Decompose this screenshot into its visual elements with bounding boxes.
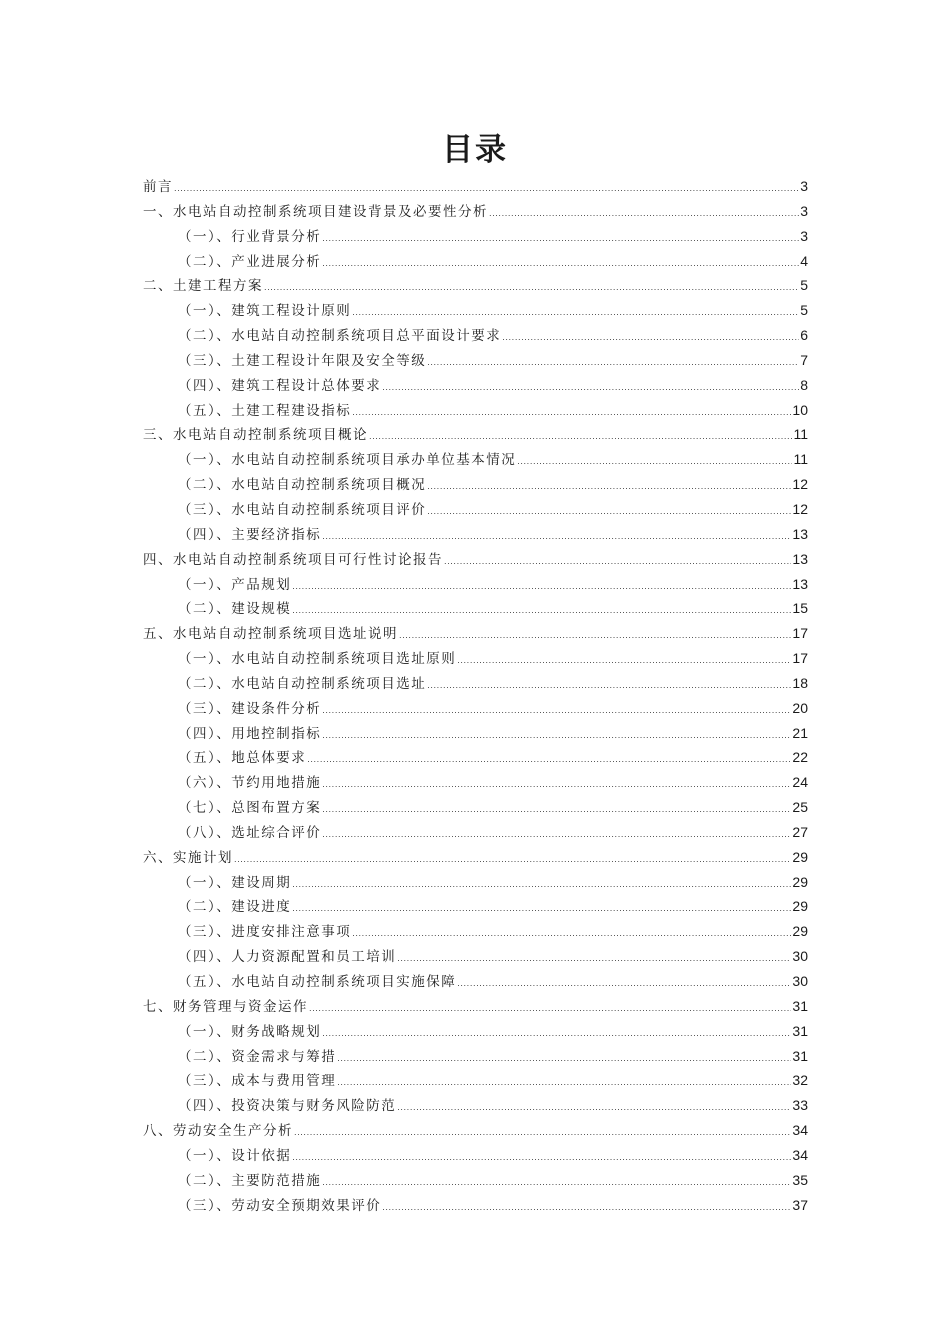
dot-leader	[457, 649, 791, 674]
toc-page-number: 10	[792, 401, 808, 418]
toc-page-number: 31	[792, 1022, 808, 1039]
toc-subsection-link[interactable]	[143, 348, 808, 373]
toc-page-number: 17	[792, 650, 808, 667]
toc-entry-label: （三）、进度安排注意事项	[178, 924, 352, 941]
toc-subsection-link[interactable]	[143, 969, 808, 994]
toc-subsection-link[interactable]	[143, 1068, 808, 1093]
dot-leader	[234, 848, 791, 873]
toc-subsection-link[interactable]	[143, 1093, 808, 1118]
toc-page-number: 29	[792, 923, 808, 940]
toc-subsection-link[interactable]	[143, 671, 808, 696]
dot-leader	[174, 177, 799, 202]
toc-page-number: 25	[792, 799, 808, 816]
toc-subsection-link[interactable]	[143, 596, 808, 621]
toc-page-number: 34	[792, 1122, 808, 1139]
toc-page-number: 29	[792, 873, 808, 890]
dot-leader	[337, 1047, 791, 1072]
toc-page-number: 13	[792, 575, 808, 592]
toc-page-number: 13	[792, 525, 808, 542]
dot-leader	[322, 699, 791, 724]
toc-entry-label: 二、土建工程方案	[143, 278, 263, 295]
toc-page-number: 3	[800, 202, 808, 219]
dot-leader	[322, 525, 791, 550]
toc-entry-label: （五）、地总体要求	[178, 750, 307, 767]
toc-page-number: 30	[792, 948, 808, 965]
toc-subsection-link[interactable]	[143, 298, 808, 323]
toc-entry-label: （八）、选址综合评价	[178, 824, 322, 841]
toc-entry-label: （五）、水电站自动控制系统项目实施保障	[178, 974, 457, 990]
toc-subsection-link[interactable]	[143, 572, 808, 597]
toc-page-number: 13	[792, 550, 808, 567]
dot-leader	[397, 947, 791, 972]
toc-page-number: 27	[792, 823, 808, 840]
toc-section-link[interactable]	[143, 273, 808, 298]
toc-entry-label: （二）、主要防范措施	[178, 1172, 322, 1189]
dot-leader	[309, 997, 791, 1022]
dot-leader	[427, 674, 791, 699]
toc-subsection-link[interactable]	[143, 820, 808, 845]
dot-leader	[292, 873, 791, 898]
toc-subsection-link[interactable]	[143, 919, 808, 944]
dot-leader	[322, 252, 799, 277]
toc-page-number: 29	[792, 848, 808, 865]
toc-subsection-link[interactable]	[143, 1044, 808, 1069]
toc-page-number: 34	[792, 1146, 808, 1163]
table-of-contents	[143, 174, 808, 1217]
toc-subsection-link[interactable]	[143, 696, 808, 721]
toc-subsection-link[interactable]	[143, 447, 808, 472]
toc-entry-label: （三）、土建工程设计年限及安全等级	[178, 352, 427, 369]
dot-leader	[292, 1146, 791, 1171]
toc-entry-label: 一、水电站自动控制系统项目建设背景及必要性分析	[143, 203, 488, 220]
toc-entry-label: （五）、土建工程建设指标	[178, 402, 352, 419]
toc-section-link[interactable]	[143, 845, 808, 870]
toc-entry-label: （一）、财务战略规划	[178, 1023, 322, 1040]
toc-entry-label: （三）、水电站自动控制系统项目评价	[178, 501, 427, 518]
dot-leader	[322, 1171, 791, 1196]
toc-entry-label: （一）、产品规划	[178, 576, 292, 593]
toc-entry-label: （四）、投资决策与财务风险防范	[178, 1098, 397, 1115]
toc-page-number: 3	[800, 227, 808, 244]
toc-page-number: 24	[792, 774, 808, 791]
toc-entry-label: （二）、水电站自动控制系统项目总平面设计要求	[178, 328, 502, 345]
toc-page-number: 12	[792, 500, 808, 517]
toc-page-number: 11	[793, 426, 808, 443]
dot-leader	[264, 276, 799, 301]
toc-subsection-link[interactable]	[143, 522, 808, 547]
toc-subsection-link[interactable]	[143, 1168, 808, 1193]
toc-page-number: 7	[800, 351, 808, 368]
dot-leader	[294, 1121, 791, 1146]
dot-leader	[292, 575, 791, 600]
toc-subsection-link[interactable]	[143, 1193, 808, 1218]
toc-entry-label: （二）、资金需求与筹措	[178, 1048, 337, 1065]
toc-subsection-link[interactable]	[143, 1019, 808, 1044]
dot-leader	[322, 798, 791, 823]
dot-leader	[352, 401, 791, 426]
toc-entry-label: （一）、设计依据	[178, 1147, 292, 1164]
toc-entry-label: （二）、水电站自动控制系统项目概况	[178, 477, 427, 494]
dot-leader	[322, 724, 791, 749]
toc-entry-label: （四）、主要经济指标	[178, 526, 322, 543]
dot-leader	[427, 351, 799, 376]
toc-page-number: 31	[792, 997, 808, 1014]
toc-entry-label: 八、劳动安全生产分析	[143, 1123, 293, 1140]
toc-subsection-link[interactable]	[143, 894, 808, 919]
toc-subsection-link[interactable]	[143, 472, 808, 497]
dot-leader	[369, 425, 792, 450]
toc-entry-label: （七）、总图布置方案	[178, 800, 322, 817]
dot-leader	[292, 599, 791, 624]
toc-entry-label: （二）、产业进展分析	[178, 253, 322, 270]
toc-section-link[interactable]	[143, 547, 808, 572]
toc-entry-label: 六、实施计划	[143, 849, 233, 866]
toc-page-number: 15	[792, 600, 808, 617]
toc-page-number: 30	[792, 973, 808, 989]
toc-section-link[interactable]	[143, 994, 808, 1019]
toc-subsection-link[interactable]	[143, 745, 808, 770]
dot-leader	[352, 922, 791, 947]
toc-subsection-link[interactable]	[143, 944, 808, 969]
dot-leader	[382, 376, 799, 401]
dot-leader	[444, 550, 791, 575]
toc-subsection-link[interactable]	[143, 249, 808, 274]
toc-page-number: 3	[800, 178, 808, 194]
toc-section-link[interactable]	[143, 199, 808, 224]
toc-entry-label: 前言	[143, 179, 173, 195]
toc-page-number: 21	[792, 724, 808, 741]
toc-entry-label: （一）、水电站自动控制系统项目选址原则	[178, 651, 457, 668]
toc-subsection-link[interactable]	[143, 497, 808, 522]
toc-subsection-link[interactable]	[143, 323, 808, 348]
toc-section-link[interactable]	[143, 621, 808, 646]
dot-leader	[322, 773, 791, 798]
toc-page-number: 35	[792, 1171, 808, 1188]
toc-entry-label: 四、水电站自动控制系统项目可行性讨论报告	[143, 551, 443, 568]
toc-page-number: 29	[792, 898, 808, 915]
toc-entry-label: 五、水电站自动控制系统项目选址说明	[143, 626, 398, 643]
toc-entry-label: （三）、建设条件分析	[178, 700, 322, 717]
toc-entry-label: （二）、建设规模	[178, 601, 292, 618]
toc-page-number: 22	[792, 749, 808, 766]
toc-entry-label: （四）、用地控制指标	[178, 725, 322, 742]
dot-leader	[502, 326, 799, 351]
toc-page-number: 8	[800, 376, 808, 393]
dot-leader	[382, 1196, 791, 1221]
dot-leader	[322, 1022, 791, 1047]
toc-subsection-link[interactable]	[143, 870, 808, 895]
dot-leader	[292, 897, 791, 922]
toc-page-number: 6	[800, 327, 808, 344]
toc-subsection-link[interactable]	[143, 398, 808, 423]
toc-subsection-link[interactable]	[143, 373, 808, 398]
toc-section-link[interactable]	[143, 1118, 808, 1143]
toc-page-number: 31	[792, 1047, 808, 1064]
toc-subsection-link[interactable]	[143, 795, 808, 820]
toc-entry-label: （六）、节约用地措施	[178, 775, 322, 792]
toc-page-number: 17	[792, 625, 808, 642]
toc-page-number: 4	[800, 252, 808, 269]
toc-page-number: 33	[792, 1097, 808, 1114]
toc-entry-label: 七、财务管理与资金运作	[143, 998, 308, 1015]
toc-entry-label: （二）、建设进度	[178, 899, 292, 916]
toc-entry-label: 三、水电站自动控制系统项目概论	[143, 427, 368, 444]
dot-leader	[427, 500, 791, 525]
dot-leader	[397, 1096, 791, 1121]
toc-page-number: 11	[793, 451, 808, 468]
toc-page-number: 18	[792, 674, 808, 691]
dot-leader	[399, 624, 791, 649]
toc-entry-label: （一）、行业背景分析	[178, 228, 322, 245]
toc-entry-label: （三）、劳动安全预期效果评价	[178, 1197, 382, 1214]
toc-entry-label: （一）、建筑工程设计原则	[178, 303, 352, 320]
dot-leader	[352, 301, 799, 326]
toc-subsection-link[interactable]	[143, 721, 808, 746]
dot-leader	[517, 450, 792, 475]
dot-leader	[322, 823, 791, 848]
toc-page-number: 32	[792, 1072, 808, 1089]
toc-entry-label: （四）、建筑工程设计总体要求	[178, 377, 382, 394]
dot-leader	[307, 748, 791, 773]
toc-page-number: 37	[792, 1196, 808, 1213]
toc-section-link[interactable]	[143, 422, 808, 447]
toc-page-number: 20	[792, 699, 808, 716]
toc-page-number: 12	[792, 476, 808, 493]
toc-entry-label: （一）、建设周期	[178, 874, 292, 891]
dot-leader	[337, 1071, 791, 1096]
toc-page-number: 5	[800, 302, 808, 319]
toc-entry-label: （一）、水电站自动控制系统项目承办单位基本情况	[178, 452, 517, 469]
toc-subsection-link[interactable]	[143, 1143, 808, 1168]
toc-section-link[interactable]	[143, 174, 808, 199]
page-title: 目录	[442, 132, 508, 168]
dot-leader	[322, 227, 799, 252]
toc-entry-label: （二）、水电站自动控制系统项目选址	[178, 675, 427, 692]
toc-page-number: 5	[800, 277, 808, 294]
dot-leader	[489, 202, 799, 227]
dot-leader	[457, 972, 791, 997]
toc-subsection-link[interactable]	[143, 646, 808, 671]
toc-subsection-link[interactable]	[143, 224, 808, 249]
toc-entry-label: （四）、人力资源配置和员工培训	[178, 949, 397, 966]
dot-leader	[427, 475, 791, 500]
toc-entry-label: （三）、成本与费用管理	[178, 1073, 337, 1090]
toc-subsection-link[interactable]	[143, 770, 808, 795]
